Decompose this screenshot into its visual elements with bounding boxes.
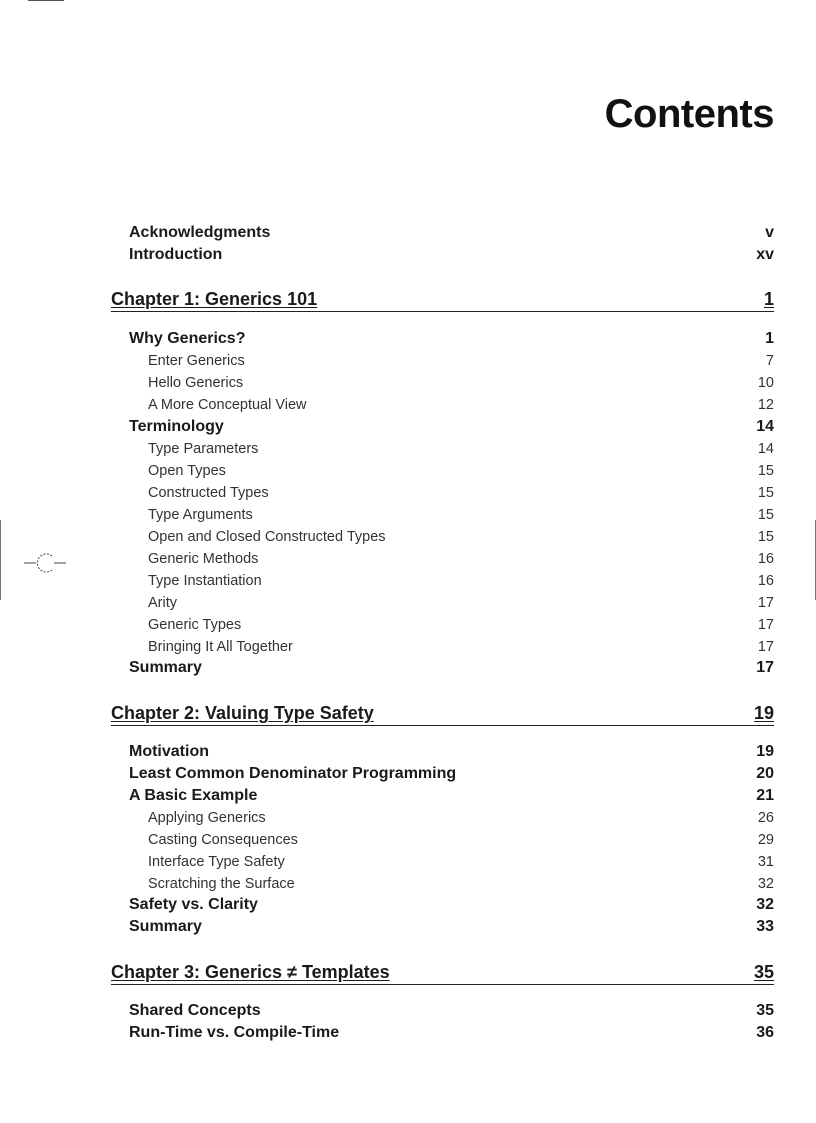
toc-entry-page: 19 bbox=[756, 743, 774, 760]
toc-entry-title: Generic Types bbox=[148, 617, 242, 633]
chapter-page: 35 bbox=[753, 962, 774, 982]
chapter-page: 1 bbox=[763, 289, 774, 309]
toc-entry-title: Applying Generics bbox=[148, 810, 266, 826]
page-title: Contents bbox=[604, 92, 774, 136]
toc-subentry[interactable] bbox=[0, 482, 774, 504]
chapter-heading-3[interactable] bbox=[111, 962, 774, 985]
toc-subentry[interactable] bbox=[0, 438, 774, 460]
toc-subentry[interactable] bbox=[0, 614, 774, 636]
toc-entry-title: Introduction bbox=[129, 246, 223, 263]
chapter-page: 19 bbox=[753, 703, 774, 723]
toc-entry[interactable] bbox=[0, 741, 774, 763]
toc-entry-title: Open Types bbox=[148, 463, 226, 479]
toc-entry-page: 36 bbox=[756, 1024, 774, 1041]
toc-subentry[interactable] bbox=[0, 873, 774, 895]
toc-subentry[interactable] bbox=[0, 372, 774, 394]
toc-subentry[interactable] bbox=[0, 548, 774, 570]
toc-entry-page: 15 bbox=[757, 507, 774, 523]
toc-entry-title: Type Instantiation bbox=[148, 573, 262, 589]
toc-entry-page: 29 bbox=[757, 832, 774, 848]
toc-subentry[interactable] bbox=[0, 851, 774, 873]
toc-entry-page: 33 bbox=[756, 918, 774, 935]
chapter-title: Chapter 3: Generics ≠ Templates bbox=[111, 962, 390, 982]
toc-entry-title: Open and Closed Constructed Types bbox=[148, 529, 386, 545]
toc-entry-title: Least Common Denominator Programming bbox=[129, 765, 457, 782]
toc-entry-page: 7 bbox=[765, 353, 774, 369]
toc-entry-page: xv bbox=[756, 246, 774, 263]
toc-entry[interactable] bbox=[0, 916, 774, 938]
toc-entry[interactable] bbox=[0, 657, 774, 679]
toc-entry-title: Shared Concepts bbox=[129, 1002, 261, 1019]
toc-entry-title: Acknowledgments bbox=[129, 224, 271, 241]
toc-entry-page: 17 bbox=[757, 639, 774, 655]
toc-subentry[interactable] bbox=[0, 394, 774, 416]
toc-entry[interactable] bbox=[0, 328, 774, 350]
toc-entry-title: A More Conceptual View bbox=[148, 397, 307, 413]
toc-entry[interactable] bbox=[0, 894, 774, 916]
toc-entry-title: Terminology bbox=[129, 418, 224, 435]
toc-entry-title: Why Generics? bbox=[129, 330, 246, 347]
toc-subentry[interactable] bbox=[0, 592, 774, 614]
toc-subentry[interactable] bbox=[0, 570, 774, 592]
toc-entry-title: Summary bbox=[129, 918, 202, 935]
toc-entry-title: A Basic Example bbox=[129, 787, 258, 804]
toc-entry-title: Type Parameters bbox=[148, 441, 259, 457]
toc-entry-page: 14 bbox=[756, 418, 774, 435]
toc-entry-title: Generic Methods bbox=[148, 551, 259, 567]
toc-entry-page: 26 bbox=[757, 810, 774, 826]
toc-entry-page: 10 bbox=[757, 375, 774, 391]
toc-entry-title: Enter Generics bbox=[148, 353, 245, 369]
toc-entry-page: 12 bbox=[757, 397, 774, 413]
chapter-title: Chapter 2: Valuing Type Safety bbox=[111, 703, 374, 723]
toc-entry-title: Casting Consequences bbox=[148, 832, 298, 848]
toc-subentry[interactable] bbox=[0, 636, 774, 658]
toc-entry-title: Bringing It All Together bbox=[148, 639, 293, 655]
toc-entry-title: Arity bbox=[148, 595, 177, 611]
toc-entry[interactable] bbox=[0, 785, 774, 807]
toc-entry-page: 32 bbox=[756, 896, 774, 913]
toc-entry-introduction[interactable] bbox=[0, 244, 774, 266]
toc-entry[interactable] bbox=[0, 416, 774, 438]
toc-subentry[interactable] bbox=[0, 829, 774, 851]
toc-entry-page: 15 bbox=[757, 463, 774, 479]
toc-entry-page: 14 bbox=[757, 441, 774, 457]
toc-subentry[interactable] bbox=[0, 807, 774, 829]
toc-entry-acknowledgments[interactable] bbox=[0, 222, 774, 244]
toc-entry-page: 16 bbox=[757, 573, 774, 589]
toc-entry-page: 16 bbox=[757, 551, 774, 567]
chapter-heading-1[interactable] bbox=[111, 289, 774, 312]
toc-entry-page: v bbox=[765, 224, 774, 241]
chapter-heading-2[interactable] bbox=[111, 703, 774, 726]
toc-entry-page: 31 bbox=[757, 854, 774, 870]
toc-entry-page: 1 bbox=[765, 330, 774, 347]
toc-subentry[interactable] bbox=[0, 350, 774, 372]
toc-entry-page: 17 bbox=[757, 617, 774, 633]
toc-subentry[interactable] bbox=[0, 504, 774, 526]
toc-entry-title: Interface Type Safety bbox=[148, 854, 285, 870]
toc-subentry[interactable] bbox=[0, 460, 774, 482]
toc-entry-title: Type Arguments bbox=[148, 507, 253, 523]
toc-entry-page: 21 bbox=[756, 787, 774, 804]
toc-entry-page: 20 bbox=[756, 765, 774, 782]
toc-entry-page: 17 bbox=[757, 595, 774, 611]
toc-entry-title: Motivation bbox=[129, 743, 209, 760]
toc-entry-title: Run-Time vs. Compile-Time bbox=[129, 1024, 340, 1041]
toc-entry-page: 17 bbox=[756, 659, 774, 676]
toc-entry-page: 15 bbox=[757, 485, 774, 501]
toc-entry-title: Safety vs. Clarity bbox=[129, 896, 258, 913]
toc-entry[interactable] bbox=[0, 1000, 774, 1022]
toc-entry-title: Constructed Types bbox=[148, 485, 269, 501]
toc-entry-title: Hello Generics bbox=[148, 375, 244, 391]
toc-subentry[interactable] bbox=[0, 526, 774, 548]
toc-entry-page: 32 bbox=[757, 876, 774, 892]
toc-entry-title: Scratching the Surface bbox=[148, 876, 295, 892]
toc-entry-page: 35 bbox=[756, 1002, 774, 1019]
toc-entry[interactable] bbox=[0, 1022, 774, 1044]
toc-entry-title: Summary bbox=[129, 659, 202, 676]
toc-entry[interactable] bbox=[0, 763, 774, 785]
toc-entry-page: 15 bbox=[757, 529, 774, 545]
chapter-title: Chapter 1: Generics 101 bbox=[111, 289, 318, 309]
